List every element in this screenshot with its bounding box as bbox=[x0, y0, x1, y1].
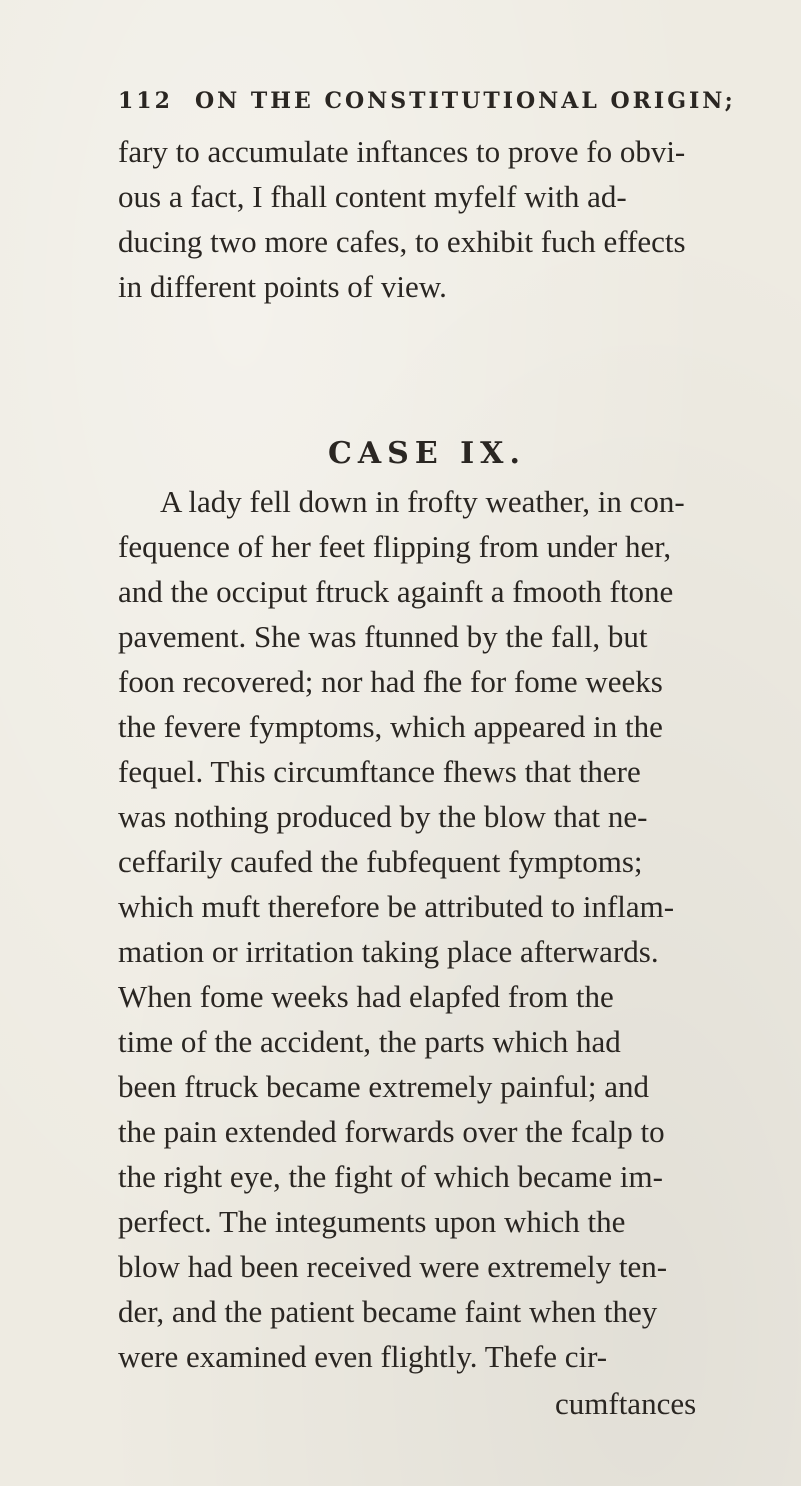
text-line: fary to accumulate inftances to prove fo obvi- bbox=[118, 134, 686, 169]
text-line: was nothing produced by the blow that ne- bbox=[118, 799, 648, 834]
text-line: fequel. This circumftance fhews that there bbox=[118, 754, 641, 789]
text-line: ducing two more cafes, to exhibit fuch effects bbox=[118, 224, 686, 259]
text-line: When fome weeks had elapfed from the bbox=[118, 979, 614, 1014]
text-line: and the occiput ftruck againft a fmooth ftone bbox=[118, 574, 674, 609]
text-line: perfect. The integuments upon which the bbox=[118, 1204, 626, 1239]
text-line: pavement. She was ftunned by the fall, but bbox=[118, 619, 648, 654]
case-heading: CASE IX. bbox=[328, 436, 526, 471]
catchword: cumftances bbox=[555, 1386, 697, 1421]
text-line: blow had been received were extremely ten- bbox=[118, 1249, 668, 1284]
text-line: fequence of her feet flipping from under her, bbox=[118, 529, 672, 564]
page-number: 112 bbox=[118, 88, 173, 114]
text-line: der, and the patient became faint when they bbox=[118, 1294, 658, 1329]
text-line: were examined even flightly. Thefe cir- bbox=[118, 1339, 608, 1374]
running-title: ON THE CONSTITUTIONAL ORIGIN; bbox=[194, 88, 736, 114]
text-line: which muft therefore be attributed to inflam- bbox=[118, 889, 675, 924]
text-line: foon recovered; nor had fhe for fome weeks bbox=[118, 664, 663, 699]
text-line: the pain extended forwards over the fcalp to bbox=[118, 1114, 665, 1149]
text-line: mation or irritation taking place afterwards. bbox=[118, 934, 659, 969]
text-line: A lady fell down in frofty weather, in con- bbox=[160, 484, 685, 519]
text-line: the fevere fymptoms, which appeared in the bbox=[118, 709, 663, 744]
text-line: time of the accident, the parts which had bbox=[118, 1024, 621, 1059]
running-head bbox=[118, 88, 736, 114]
text-line: in different points of view. bbox=[118, 269, 447, 304]
text-line: ceffarily caufed the fubfequent fymptoms; bbox=[118, 844, 643, 879]
text-line: been ftruck became extremely painful; and bbox=[118, 1069, 650, 1104]
text-line: the right eye, the fight of which became im- bbox=[118, 1159, 663, 1194]
text-line: ous a fact, I fhall content myfelf with ad- bbox=[118, 179, 627, 214]
